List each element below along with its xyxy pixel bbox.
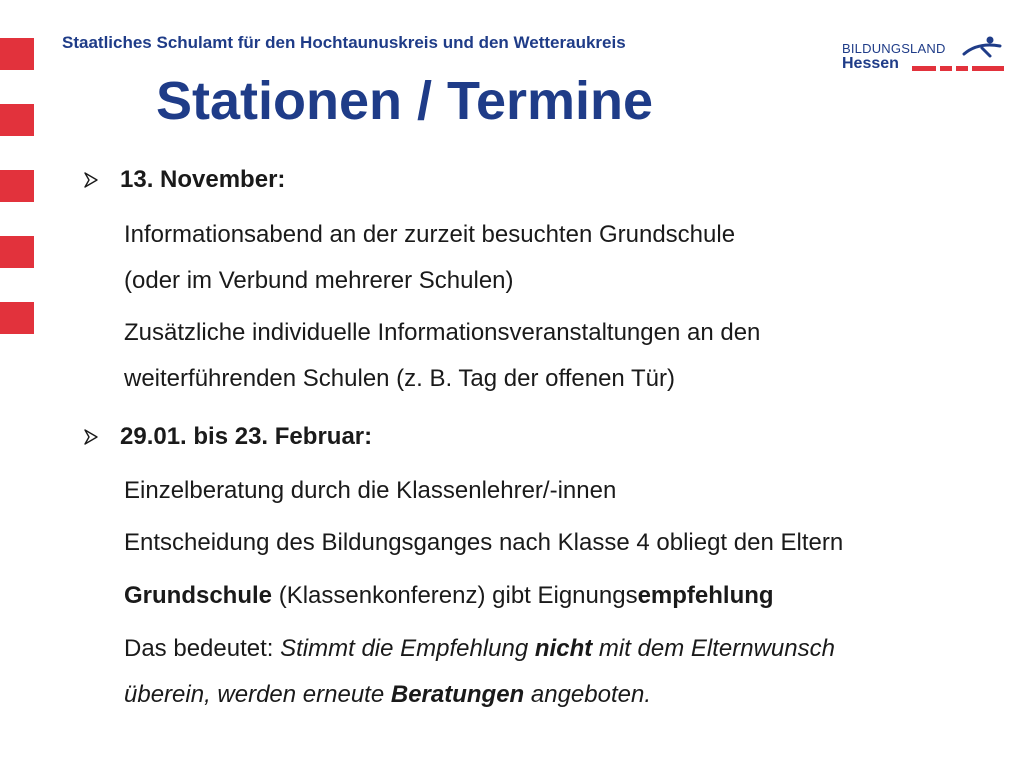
paragraph-line: weiterführenden Schulen (z. B. Tag der offenen Tür) bbox=[124, 365, 676, 392]
paragraph-line: Einzelberatung durch die Klassenlehrer/-innen bbox=[124, 477, 617, 504]
arrow-bullet-icon bbox=[82, 426, 102, 448]
running-figure-icon bbox=[960, 36, 1004, 60]
paragraph-line: (oder im Verbund mehrerer Schulen) bbox=[124, 267, 514, 294]
emphasis-text: empfehlung bbox=[637, 582, 774, 609]
bildungsland-hessen-logo bbox=[842, 36, 1004, 76]
arrow-bullet-icon bbox=[82, 169, 102, 191]
red-bar bbox=[0, 38, 34, 70]
bullet-item bbox=[80, 423, 372, 451]
page-title: Stationen / Termine bbox=[156, 71, 654, 131]
italic-text: Stimmt die Empfehlung bbox=[280, 635, 535, 662]
paragraph-line: Zusätzliche individuelle Informationsveranstaltungen an den bbox=[124, 319, 761, 346]
italic-text: angeboten. bbox=[524, 681, 652, 708]
organization-name: Staatliches Schulamt für den Hochtaunuskreis und den Wetteraukreis bbox=[62, 33, 626, 52]
red-bar bbox=[0, 302, 34, 334]
paragraph-line: Entscheidung des Bildungsganges nach Klasse 4 obliegt den Eltern bbox=[124, 529, 844, 556]
bullet-item bbox=[80, 166, 285, 194]
paragraph-line: Informationsabend an der zurzeit besuchten Grundschule bbox=[124, 221, 736, 248]
paragraph-line bbox=[124, 634, 835, 664]
section-heading: 29.01. bis 23. Februar: bbox=[120, 423, 373, 450]
logo-dashes bbox=[912, 66, 1004, 72]
emphasis-text: Grundschule bbox=[124, 582, 273, 609]
paragraph-line bbox=[124, 581, 774, 611]
red-bar bbox=[0, 236, 34, 268]
logo-line1: BILDUNGSLAND bbox=[842, 41, 946, 56]
italic-text: mit dem Elternwunsch bbox=[592, 635, 835, 662]
body-text: (Klassenkonferenz) gibt Eignungs bbox=[272, 582, 638, 609]
section-heading: 13. November: bbox=[120, 166, 286, 193]
red-bar bbox=[0, 104, 34, 136]
paragraph-line bbox=[124, 680, 651, 710]
body-text: Das bedeutet: bbox=[124, 635, 281, 662]
section-februar bbox=[80, 423, 372, 451]
red-bar bbox=[0, 170, 34, 202]
logo-line2: Hessen bbox=[842, 55, 899, 72]
italic-text: überein, werden erneute bbox=[124, 681, 391, 708]
emphasis-text: Beratungen bbox=[390, 681, 525, 708]
section-november bbox=[80, 166, 285, 194]
emphasis-text: nicht bbox=[534, 635, 593, 662]
